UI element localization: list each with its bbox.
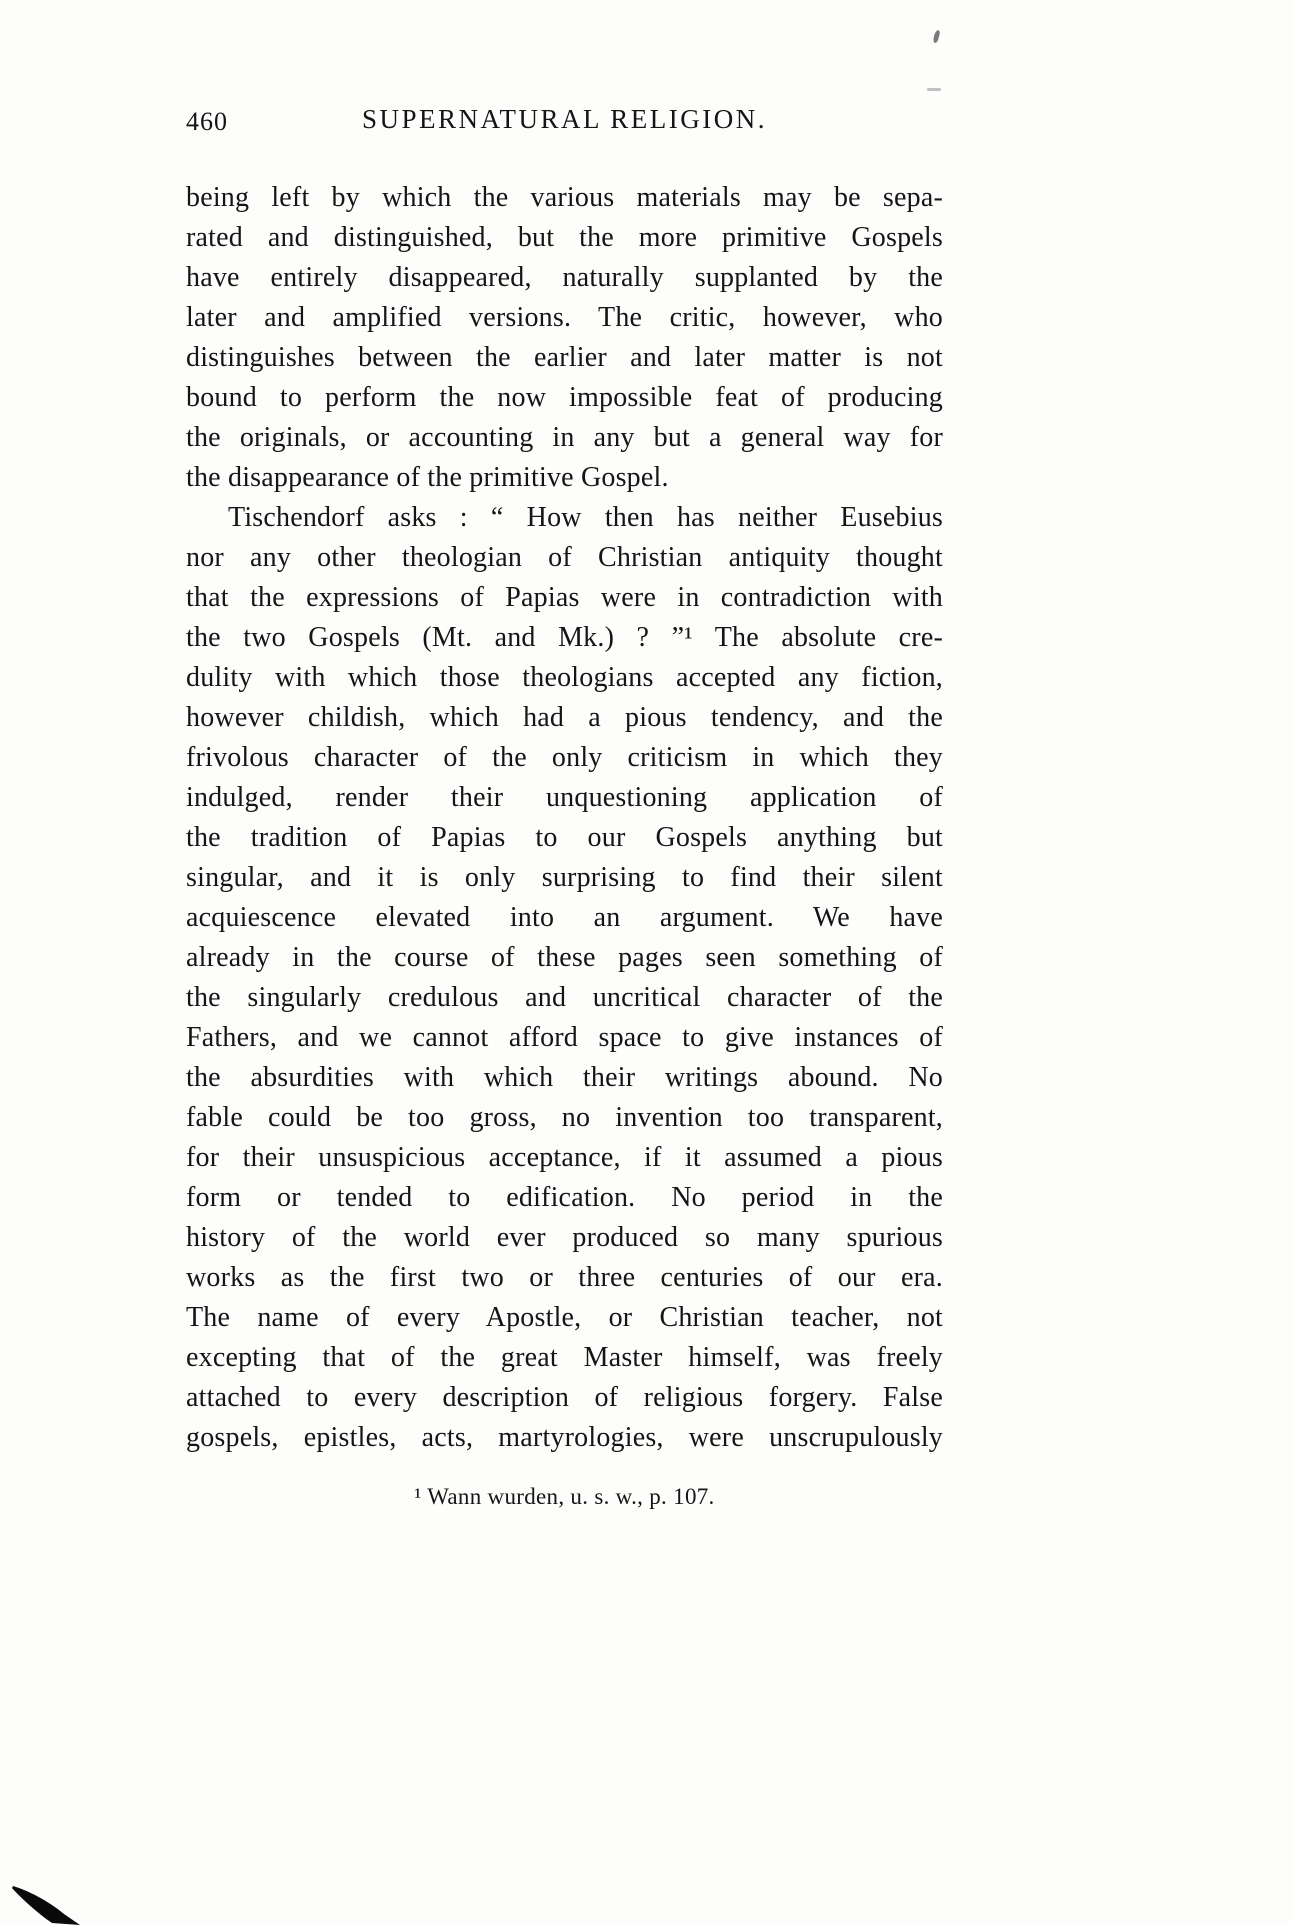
text-line: gospels, epistles, acts, martyrologies, were unscrupulously <box>186 1422 943 1453</box>
text-line: the two Gospels (Mt. and Mk.) ? ”¹ The absolute cre- <box>186 622 943 653</box>
running-title: SUPERNATURAL RELIGION. <box>362 104 767 134</box>
text-line: works as the first two or three centuries of our era. <box>186 1262 943 1293</box>
text-line: dulity with which those theologians accepted any fiction, <box>186 662 943 693</box>
text-line: the absurdities with which their writings abound. No <box>186 1062 943 1093</box>
text-line: excepting that of the great Master himself, was freely <box>186 1342 943 1373</box>
text-line: fable could be too gross, no invention too transparent, <box>186 1102 943 1133</box>
text-line: the singularly credulous and uncritical character of the <box>186 982 943 1013</box>
text-line: being left by which the various materials may be sepa- <box>186 182 943 213</box>
text-line: form or tended to edification. No period in the <box>186 1182 943 1213</box>
text-line: history of the world ever produced so many spurious <box>186 1222 943 1253</box>
text-line: acquiescence elevated into an argument. We have <box>186 902 943 933</box>
paragraph <box>186 178 943 498</box>
text-line: frivolous character of the only criticism in which they <box>186 742 943 773</box>
page-body <box>186 178 943 1458</box>
footnote: ¹ Wann wurden, u. s. w., p. 107. <box>414 1484 715 1509</box>
text-line: attached to every description of religious forgery. False <box>186 1382 943 1413</box>
text-line: distinguishes between the earlier and later matter is not <box>186 342 943 373</box>
text-line: for their unsuspicious acceptance, if it assumed a pious <box>186 1142 943 1173</box>
text-line: indulged, render their unquestioning application of <box>186 782 943 813</box>
text-line: already in the course of these pages seen something of <box>186 942 943 973</box>
page-content <box>186 104 943 1510</box>
ink-mark <box>12 1882 84 1925</box>
text-line: rated and distinguished, but the more primitive Gospels <box>186 222 943 253</box>
text-line: the disappearance of the primitive Gospel. <box>186 462 669 493</box>
scan-speck <box>933 30 941 44</box>
text-line: singular, and it is only surprising to find their silent <box>186 862 943 893</box>
text-line: have entirely disappeared, naturally supplanted by the <box>186 262 943 293</box>
text-line: the originals, or accounting in any but a general way for <box>186 422 943 453</box>
text-line: however childish, which had a pious tendency, and the <box>186 702 943 733</box>
text-line: bound to perform the now impossible feat of producing <box>186 382 943 413</box>
text-line: later and amplified versions. The critic, however, who <box>186 302 943 333</box>
text-line: Tischendorf asks : “ How then has neither Eusebius <box>228 502 943 533</box>
paragraph <box>186 498 943 1458</box>
text-line: The name of every Apostle, or Christian teacher, not <box>186 1302 943 1333</box>
scan-speck <box>927 88 941 91</box>
text-line: nor any other theologian of Christian antiquity thought <box>186 542 943 573</box>
text-line: that the expressions of Papias were in contradiction with <box>186 582 943 613</box>
text-line: Fathers, and we cannot afford space to give instances of <box>186 1022 943 1053</box>
text-line: the tradition of Papias to our Gospels anything but <box>186 822 943 853</box>
page-header <box>186 104 943 140</box>
page-number: 460 <box>186 107 228 136</box>
